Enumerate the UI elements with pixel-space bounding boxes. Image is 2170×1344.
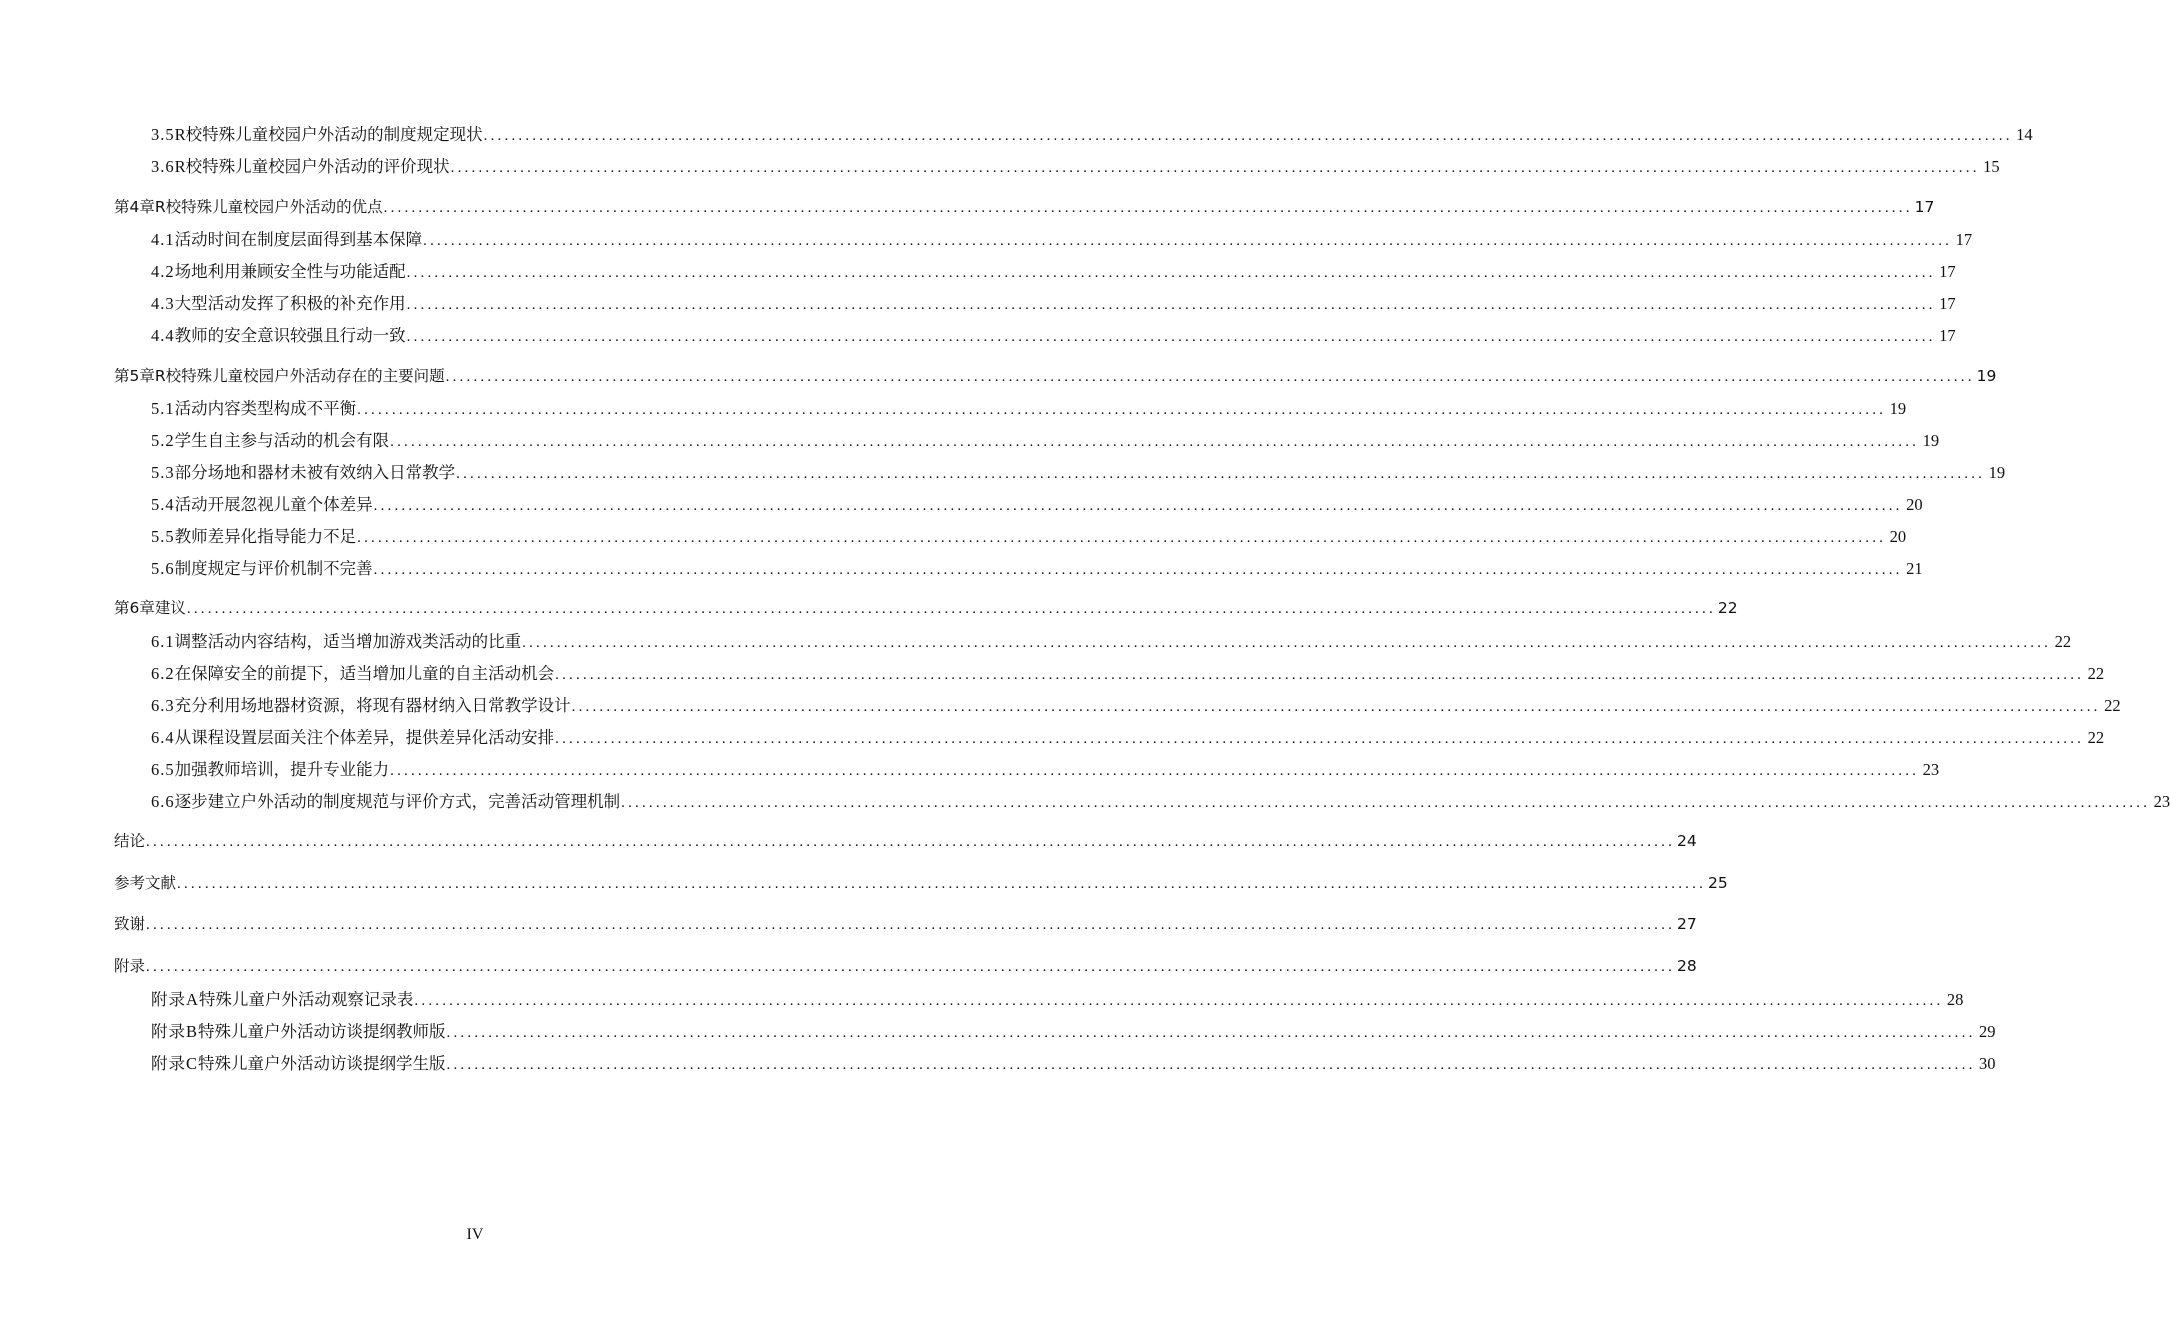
- toc-page-number: 28: [1946, 990, 1964, 1009]
- toc-page-number: 27: [1677, 915, 1697, 933]
- toc-appendix-b[interactable]: [151, 1018, 1996, 1042]
- toc-entry-6-1[interactable]: [151, 628, 2072, 652]
- dot-leader: ............................................................................................................................................................................................................................: [146, 959, 1676, 975]
- toc-title: 充分利用场地器材资源，将现有器材纳入日常教学设计: [174, 696, 571, 715]
- toc-chapter-4[interactable]: [114, 195, 1935, 217]
- toc-title: 大型活动发挥了积极的补充作用: [174, 294, 406, 313]
- toc-number: 6.3: [151, 696, 175, 715]
- toc-number: 附录A: [151, 990, 199, 1009]
- toc-title: 调整活动内容结构，适当增加游戏类活动的比重: [174, 632, 522, 651]
- dot-leader: ............................................................................................................................................................................................................................: [357, 402, 1887, 418]
- toc-page-number: 22: [2087, 664, 2105, 683]
- toc-title: R校特殊儿童校园户外活动存在的主要问题: [154, 367, 445, 385]
- dot-leader: ............................................................................................................................................................................................................................: [390, 763, 1920, 779]
- toc-title: 加强教师培训，提升专业能力: [174, 760, 390, 779]
- toc-title: 制度规定与评价机制不完善: [174, 559, 373, 578]
- toc-title: 特殊儿童户外活动观察记录表: [198, 990, 414, 1009]
- toc-page-number: 24: [1677, 832, 1697, 850]
- toc-title: 建议: [154, 599, 186, 617]
- dot-leader: ............................................................................................................................................................................................................................: [446, 1057, 1976, 1073]
- toc-number: 5.3: [151, 463, 175, 482]
- toc-entry-6-5[interactable]: [151, 756, 1940, 780]
- toc-page-number: 19: [1922, 431, 1940, 450]
- toc-entry-4-4[interactable]: [151, 322, 1956, 346]
- toc-title: 逐步建立户外活动的制度规范与评价方式，完善活动管理机制: [174, 792, 621, 811]
- toc-page-number: 22: [2104, 696, 2121, 715]
- toc-references[interactable]: [114, 871, 1728, 893]
- toc-entry-5-2[interactable]: [151, 427, 1940, 451]
- toc-page-number: 30: [1979, 1054, 1996, 1073]
- dot-leader: ............................................................................................................................................................................................................................: [390, 434, 1920, 450]
- toc-page-number: 17: [1914, 198, 1935, 216]
- toc-entry-4-2[interactable]: [151, 258, 1956, 282]
- dot-leader: ............................................................................................................................................................................................................................: [522, 635, 2052, 651]
- toc-title: 场地利用兼顾安全性与功能适配: [174, 262, 406, 281]
- toc-page-number: 22: [2087, 728, 2105, 747]
- toc-page-number: 20: [1906, 495, 1923, 514]
- toc-entry-3-6[interactable]: [151, 153, 2000, 177]
- toc-page-number: 25: [1708, 874, 1728, 892]
- dot-leader: ............................................................................................................................................................................................................................: [357, 530, 1887, 546]
- toc-title: 教师差异化指导能力不足: [174, 527, 357, 546]
- toc-number: 6.5: [151, 760, 175, 779]
- toc-page-number: 19: [1988, 463, 2006, 482]
- toc-chapter-6[interactable]: [114, 596, 1738, 618]
- toc-number: 6.6: [151, 792, 175, 811]
- toc-page-number: 17: [1955, 230, 1973, 249]
- toc-number: 3.6: [151, 157, 175, 176]
- dot-leader: ............................................................................................................................................................................................................................: [373, 498, 1903, 514]
- toc-page-number: 21: [1906, 559, 1923, 578]
- toc-entry-3-5[interactable]: [151, 121, 2033, 145]
- dot-leader: ............................................................................................................................................................................................................................: [406, 329, 1936, 345]
- toc-title: 特殊儿童户外活动访谈提纲教师版: [198, 1022, 446, 1041]
- toc-entry-4-3[interactable]: [151, 290, 1956, 314]
- toc-page-number: 17: [1939, 294, 1956, 313]
- dot-leader: ............................................................................................................................................................................................................................: [186, 601, 1716, 617]
- toc-title: 活动内容类型构成不平衡: [174, 399, 357, 418]
- toc-page-number: 17: [1939, 326, 1956, 345]
- toc-title: 参考文献: [114, 874, 177, 892]
- toc-title: 在保障安全的前提下，适当增加儿童的自主活动机会: [174, 664, 555, 683]
- toc-conclusion[interactable]: [114, 829, 1697, 851]
- dot-leader: ............................................................................................................................................................................................................................: [406, 265, 1936, 281]
- toc-number: 5.5: [151, 527, 175, 546]
- toc-appendix-a[interactable]: [151, 986, 1964, 1010]
- toc-appendix-c[interactable]: [151, 1050, 1996, 1074]
- toc-number: 6.1: [151, 632, 175, 651]
- toc-number: 4.3: [151, 294, 175, 313]
- toc-entry-6-2[interactable]: [151, 660, 2105, 684]
- dot-leader: ............................................................................................................................................................................................................................: [146, 834, 1676, 850]
- toc-entry-5-4[interactable]: [151, 491, 1923, 515]
- toc-title: R校特殊儿童校园户外活动的评价现状: [174, 157, 450, 176]
- toc-title: 部分场地和器材未被有效纳入日常教学: [174, 463, 456, 482]
- toc-title: R校特殊儿童校园户外活动的优点: [154, 198, 383, 216]
- toc-title: 结论: [114, 832, 146, 850]
- toc-number: 5.4: [151, 495, 175, 514]
- toc-number: 第6章: [114, 599, 155, 617]
- toc-title: 从课程设置层面关注个体差异，提供差异化活动安排: [174, 728, 555, 747]
- toc-page-number: 22: [1717, 599, 1738, 617]
- toc-entry-6-3[interactable]: [151, 692, 2121, 716]
- page-number-footer: IV: [466, 1226, 484, 1243]
- toc-page-number: 17: [1939, 262, 1956, 281]
- toc-entry-5-5[interactable]: [151, 523, 1907, 547]
- toc-number: 第5章: [114, 367, 155, 385]
- toc-entry-6-4[interactable]: [151, 724, 2105, 748]
- toc-page-number: 14: [2016, 125, 2033, 144]
- dot-leader: ............................................................................................................................................................................................................................: [373, 562, 1903, 578]
- toc-page-number: 20: [1889, 527, 1907, 546]
- toc-title: 教师的安全意识较强且行动一致: [174, 326, 406, 345]
- dot-leader: ............................................................................................................................................................................................................................: [555, 731, 2085, 747]
- toc-entry-5-6[interactable]: [151, 555, 1923, 579]
- toc-acknowledgements[interactable]: [114, 912, 1697, 934]
- toc-entry-4-1[interactable]: [151, 226, 1973, 250]
- toc-page-number: 19: [1889, 399, 1907, 418]
- dot-leader: ............................................................................................................................................................................................................................: [571, 699, 2101, 715]
- toc-title: 活动时间在制度层面得到基本保障: [174, 230, 423, 249]
- toc-title: 学生自主参与活动的机会有限: [174, 431, 390, 450]
- toc-number: 附录C: [151, 1054, 199, 1073]
- toc-number: 5.1: [151, 399, 175, 418]
- toc-title: R校特殊儿童校园户外活动的制度规定现状: [174, 125, 483, 144]
- toc-number: 6.2: [151, 664, 175, 683]
- toc-number: 第4章: [114, 198, 155, 216]
- toc-title: 特殊儿童户外活动访谈提纲学生版: [198, 1054, 446, 1073]
- toc-page-number: 15: [1983, 157, 2000, 176]
- toc-page-number: 22: [2054, 632, 2072, 651]
- toc-page-number: 19: [1976, 367, 1997, 385]
- toc-number: 5.2: [151, 431, 175, 450]
- dot-leader: ............................................................................................................................................................................................................................: [555, 667, 2085, 683]
- toc-entry-5-3[interactable]: [151, 459, 2006, 483]
- toc-number: 3.5: [151, 125, 175, 144]
- toc-page-number: 29: [1979, 1022, 1996, 1041]
- toc-number: 4.4: [151, 326, 175, 345]
- dot-leader: ............................................................................................................................................................................................................................: [414, 993, 1944, 1009]
- toc-number: 5.6: [151, 559, 175, 578]
- toc-number: 4.1: [151, 230, 175, 249]
- toc-page-number: 23: [2153, 792, 2170, 811]
- dot-leader: ............................................................................................................................................................................................................................: [483, 128, 2013, 144]
- dot-leader: ............................................................................................................................................................................................................................: [423, 233, 1953, 249]
- dot-leader: ............................................................................................................................................................................................................................: [383, 200, 1913, 216]
- toc-number: 6.4: [151, 728, 175, 747]
- toc-number: 附录B: [151, 1022, 199, 1041]
- toc-title: 活动开展忽视儿童个体差异: [174, 495, 373, 514]
- dot-leader: ............................................................................................................................................................................................................................: [146, 917, 1676, 933]
- toc-page-number: 23: [1922, 760, 1940, 779]
- toc-chapter-5[interactable]: [114, 364, 1997, 386]
- dot-leader: ............................................................................................................................................................................................................................: [177, 876, 1707, 892]
- toc-entry-6-6[interactable]: [151, 788, 2170, 812]
- dot-leader: ............................................................................................................................................................................................................................: [450, 160, 1980, 176]
- toc-appendix[interactable]: [114, 954, 1697, 976]
- dot-leader: ............................................................................................................................................................................................................................: [456, 466, 1986, 482]
- dot-leader: ............................................................................................................................................................................................................................: [406, 297, 1936, 313]
- dot-leader: ............................................................................................................................................................................................................................: [621, 795, 2151, 811]
- toc-title: 附录: [114, 957, 146, 975]
- toc-page-number: 28: [1677, 957, 1697, 975]
- toc-entry-5-1[interactable]: [151, 395, 1907, 419]
- toc-title: 致谢: [114, 915, 146, 933]
- dot-leader: ............................................................................................................................................................................................................................: [446, 1025, 1976, 1041]
- toc-number: 4.2: [151, 262, 175, 281]
- dot-leader: ............................................................................................................................................................................................................................: [445, 369, 1975, 385]
